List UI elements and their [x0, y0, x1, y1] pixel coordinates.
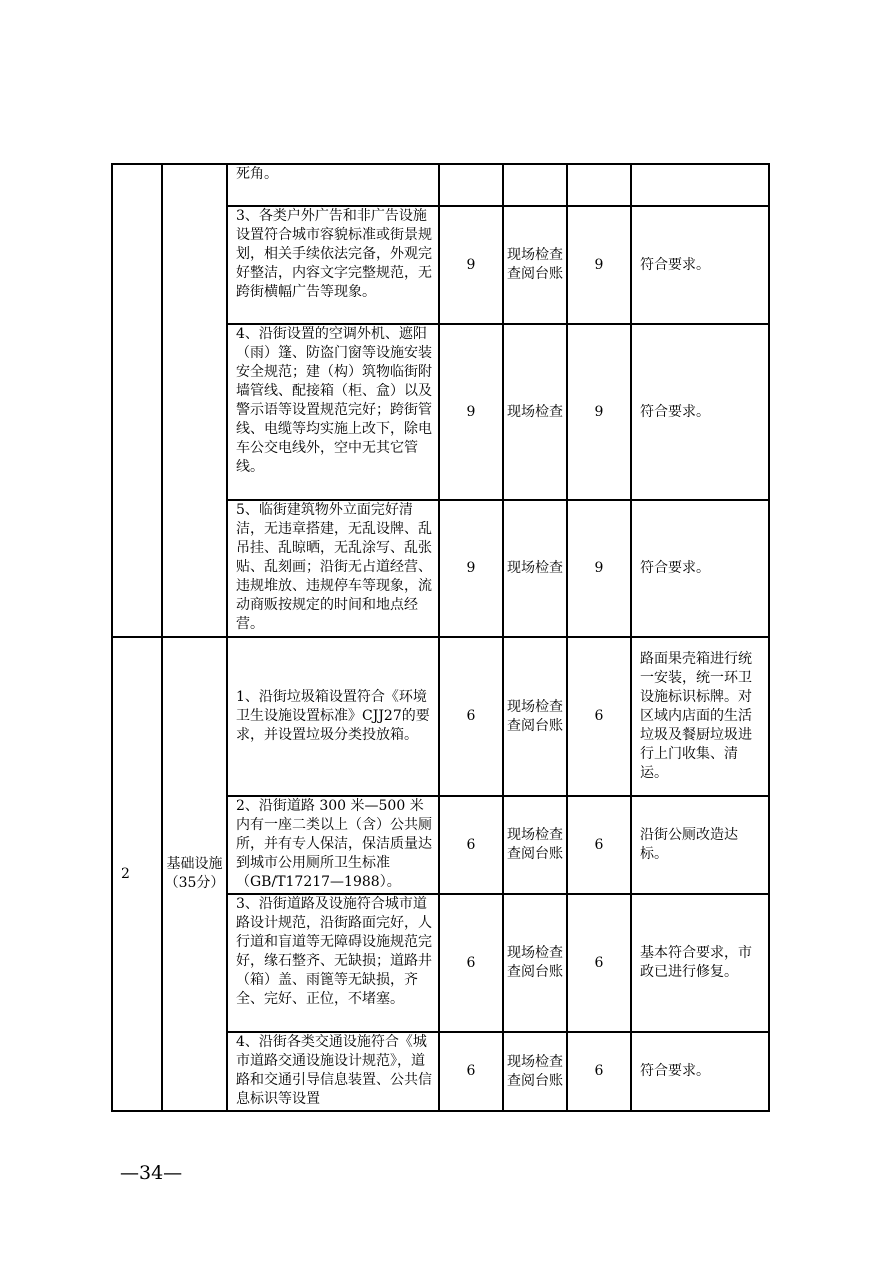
note-cell: 符合要求。 — [631, 1032, 769, 1111]
result-score-cell: 9 — [567, 500, 631, 637]
score-cell: 6 — [439, 637, 503, 796]
criteria-cell: 死角。 — [227, 164, 439, 206]
note-cell: 符合要求。 — [631, 500, 769, 637]
note-cell: 符合要求。 — [631, 324, 769, 500]
result-score-cell — [567, 164, 631, 206]
result-score-cell: 6 — [567, 796, 631, 894]
method-cell: 现场检查查阅台账 — [503, 206, 567, 324]
result-score-cell: 6 — [567, 1032, 631, 1111]
note-cell: 沿街公厕改造达标。 — [631, 796, 769, 894]
result-score-cell: 9 — [567, 206, 631, 324]
method-cell: 现场检查查阅台账 — [503, 894, 567, 1032]
method-cell: 现场检查查阅台账 — [503, 637, 567, 796]
result-score-cell: 6 — [567, 637, 631, 796]
criteria-cell: 3、沿街道路及设施符合城市道路设计规范，沿街路面完好，人行道和盲道等无障碍设施规范完好，缘石整齐、无缺损；道路井（箱）盖、雨篦等无缺损，齐全、完好、正位，不堵塞。 — [227, 894, 439, 1032]
score-cell: 9 — [439, 324, 503, 500]
inspection-table — [111, 163, 770, 1112]
score-cell: 9 — [439, 500, 503, 637]
score-cell — [439, 164, 503, 206]
section-category-cell: 基础设施（35分） — [162, 637, 227, 1111]
method-cell: 现场检查 — [503, 324, 567, 500]
note-cell — [631, 164, 769, 206]
note-cell: 路面果壳箱进行统一安装，统一环卫设施标识标牌。对区域内店面的生活垃圾及餐厨垃圾进行上门收集、清运。 — [631, 637, 769, 796]
method-cell: 现场检查查阅台账 — [503, 1032, 567, 1111]
section-index-cell — [112, 164, 162, 637]
criteria-cell: 4、沿街各类交通设施符合《城市道路交通设施设计规范》，道路和交通引导信息装置、公共信息标识等设置 — [227, 1032, 439, 1111]
criteria-cell: 3、各类户外广告和非广告设施设置符合城市容貌标准或街景规划，相关手续依法完备，外观完好整洁，内容文字完整规范，无跨街横幅广告等现象。 — [227, 206, 439, 324]
section-category-cell — [162, 164, 227, 637]
table-row — [112, 164, 769, 206]
result-score-cell: 9 — [567, 324, 631, 500]
section-index-cell: 2 — [112, 637, 162, 1111]
score-cell: 6 — [439, 894, 503, 1032]
page-number: —34— — [120, 1162, 183, 1184]
result-score-cell: 6 — [567, 894, 631, 1032]
method-cell: 现场检查 — [503, 500, 567, 637]
table-row — [112, 637, 769, 796]
method-cell: 现场检查查阅台账 — [503, 796, 567, 894]
score-cell: 6 — [439, 796, 503, 894]
note-cell: 符合要求。 — [631, 206, 769, 324]
score-cell: 6 — [439, 1032, 503, 1111]
note-cell: 基本符合要求，市政已进行修复。 — [631, 894, 769, 1032]
criteria-cell: 1、沿街垃圾箱设置符合《环境卫生设施设置标准》CJJ27的要求，并设置垃圾分类投放箱。 — [227, 637, 439, 796]
score-cell: 9 — [439, 206, 503, 324]
criteria-cell: 5、临街建筑物外立面完好清洁，无违章搭建，无乱设牌、乱吊挂、乱晾晒，无乱涂写、乱张贴、乱刻画；沿街无占道经营、违规堆放、违规停车等现象，流动商贩按规定的时间和地点经营。 — [227, 500, 439, 637]
criteria-cell: 2、沿街道路 300 米—500 米内有一座二类以上（含）公共厕所，并有专人保洁，保洁质量达到城市公用厕所卫生标准（GB/T17217—1988）。 — [227, 796, 439, 894]
criteria-cell: 4、沿街设置的空调外机、遮阳（雨）篷、防盗门窗等设施安装安全规范；建（构）筑物临街附墙管线、配接箱（柜、盒）以及警示语等设置规范完好；跨街管线、电缆等均实施上改下，除电车公交电线外，空中无其它管线。 — [227, 324, 439, 500]
method-cell — [503, 164, 567, 206]
